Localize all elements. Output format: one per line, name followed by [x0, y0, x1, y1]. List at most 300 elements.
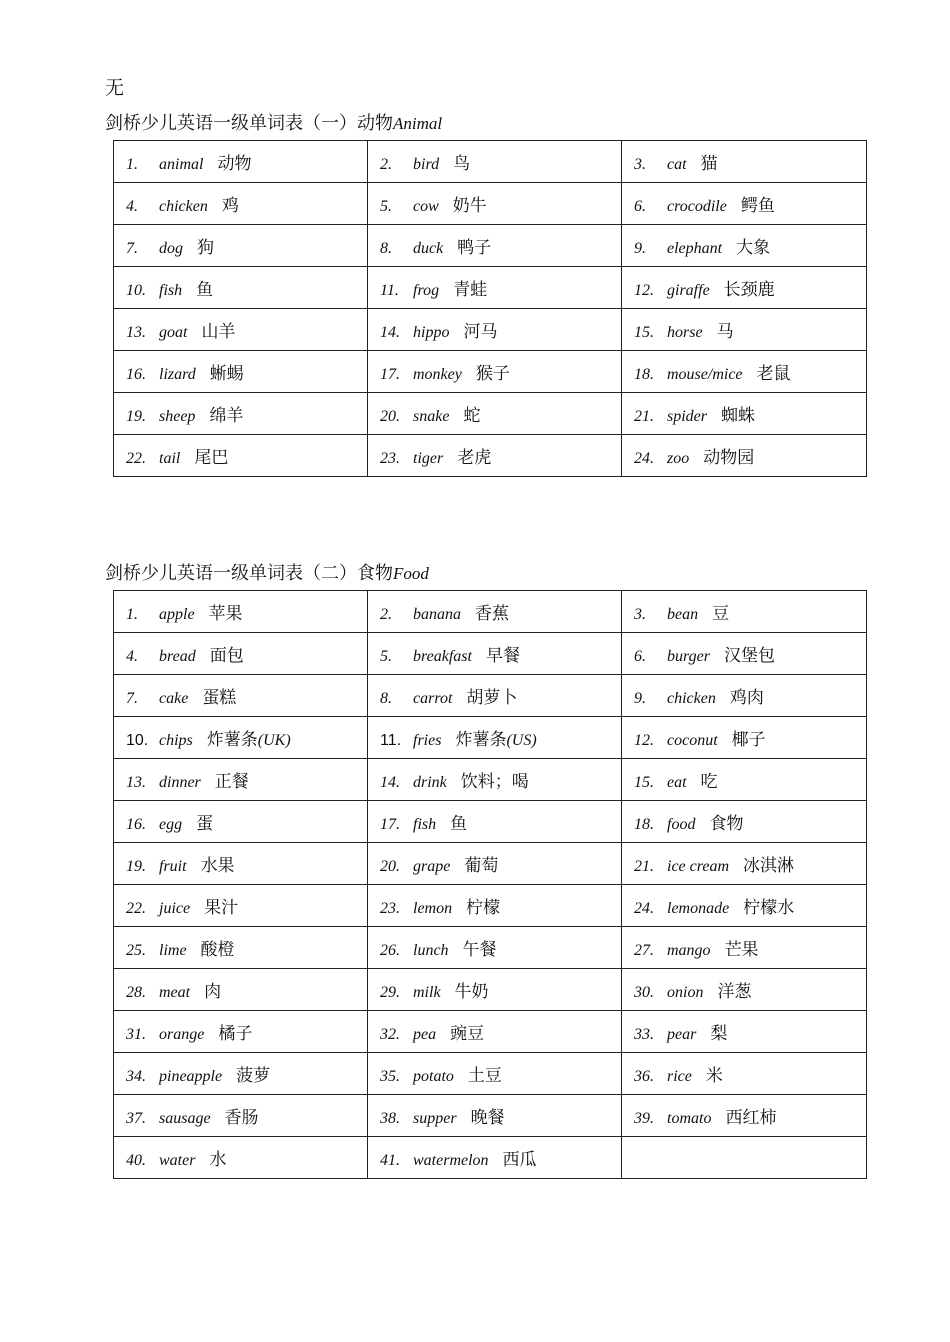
chinese-meaning-text: 青蛙 [453, 280, 488, 300]
vocab-cell [368, 267, 622, 309]
word-number: 22. [126, 900, 146, 917]
vocab-cell [114, 675, 368, 717]
chinese-meaning-text: 苹果 [208, 604, 243, 624]
chinese-meaning-text: 豆 [712, 604, 730, 624]
word-number: 17. [380, 366, 400, 383]
vocab-cell [114, 927, 368, 969]
english-word: horse [667, 324, 703, 341]
chinese-meaning [201, 322, 235, 342]
vocab-cell [622, 267, 867, 309]
vocab-cell [114, 141, 368, 183]
english-word: egg [159, 816, 183, 833]
english-word: pineapple [159, 1068, 223, 1085]
word-number: 10. [126, 282, 146, 299]
vocab-cell [368, 969, 622, 1011]
word-number: 12. [634, 282, 654, 299]
chinese-meaning [204, 898, 238, 918]
chinese-meaning-text: 吃 [700, 772, 718, 792]
english-word: orange [159, 1026, 205, 1043]
table-row [114, 801, 867, 843]
chinese-meaning-text: 鳄鱼 [740, 196, 775, 216]
english-word: burger [667, 648, 710, 665]
chinese-meaning-text: 豌豆 [450, 1024, 485, 1044]
animal-vocabulary-table [113, 140, 867, 477]
chinese-meaning [455, 982, 489, 1002]
english-word: giraffe [667, 282, 710, 299]
table-row [114, 183, 867, 225]
food-title-en: Food [393, 564, 429, 583]
chinese-meaning-text: 椰子 [731, 730, 766, 750]
table-row [114, 717, 867, 759]
chinese-meaning-text: 洋葱 [717, 982, 752, 1002]
english-word: sheep [159, 408, 196, 425]
word-number: 23. [380, 900, 400, 917]
english-word: rice [667, 1068, 692, 1085]
word-number: 20. [380, 858, 400, 875]
english-word: milk [413, 984, 441, 1001]
chinese-meaning-text: 葡萄 [464, 856, 499, 876]
word-number: 28. [126, 984, 146, 1001]
chinese-meaning [463, 406, 480, 426]
word-number: 6. [634, 198, 646, 215]
english-word: onion [667, 984, 704, 1001]
chinese-meaning [743, 856, 794, 876]
vocab-cell [622, 591, 867, 633]
chinese-meaning-text: 饮料；喝 [460, 772, 529, 792]
vocab-cell [114, 843, 368, 885]
chinese-meaning-text: 河马 [463, 322, 498, 342]
animal-title-zh: 剑桥少儿英语一级单词表（一）动物 [105, 113, 393, 134]
vocab-cell [114, 267, 368, 309]
english-word: coconut [667, 732, 718, 749]
word-number: 11. [380, 282, 399, 299]
chinese-meaning [471, 1108, 505, 1128]
chinese-meaning [725, 1108, 776, 1128]
chinese-meaning [732, 730, 766, 750]
vocab-cell [622, 1137, 867, 1179]
table-row [114, 675, 867, 717]
vocab-cell [114, 435, 368, 477]
vocab-cell [622, 183, 867, 225]
english-word: banana [413, 606, 461, 623]
word-number: 29. [380, 984, 400, 1001]
chinese-meaning-text: 香蕉 [475, 604, 509, 624]
word-number: 33. [634, 1026, 654, 1043]
chinese-meaning [464, 856, 498, 876]
chinese-meaning [463, 322, 497, 342]
chinese-meaning-text: 猫 [700, 154, 718, 174]
english-word: duck [413, 240, 444, 257]
vocab-cell [114, 591, 368, 633]
word-number: 15. [634, 774, 654, 791]
chinese-meaning-text: 狗 [197, 238, 214, 258]
chinese-meaning [706, 1066, 723, 1086]
word-number: 1. [126, 606, 138, 623]
english-word: spider [667, 408, 707, 425]
word-number: 8. [380, 690, 392, 707]
chinese-meaning-text: 香肠 [224, 1108, 259, 1128]
vocab-cell [114, 969, 368, 1011]
chinese-meaning-text: 橘子 [218, 1024, 253, 1044]
page-header: 无 [105, 77, 125, 99]
vocab-cell [114, 1053, 368, 1095]
chinese-meaning-text: 水果 [200, 856, 235, 876]
chinese-meaning [463, 940, 497, 960]
chinese-meaning-text: 鸡肉 [729, 688, 764, 708]
table-row [114, 843, 867, 885]
vocab-cell [368, 141, 622, 183]
table-row [114, 759, 867, 801]
table-row [114, 393, 867, 435]
vocab-cell [368, 843, 622, 885]
chinese-meaning-text: 午餐 [462, 940, 497, 960]
chinese-meaning [197, 238, 214, 258]
word-number: 14. [380, 774, 400, 791]
word-number: 27. [634, 942, 654, 959]
vocab-cell [368, 801, 622, 843]
vocab-cell [368, 885, 622, 927]
chinese-meaning-text: 蜘蛛 [721, 406, 755, 426]
word-number: 24. [634, 450, 654, 467]
vocab-cell [368, 717, 622, 759]
chinese-meaning [757, 364, 791, 384]
chinese-meaning-text: 鱼 [450, 814, 468, 834]
vocab-cell [622, 1011, 867, 1053]
vocab-cell [622, 141, 867, 183]
chinese-meaning [503, 1150, 537, 1170]
vocab-cell [622, 393, 867, 435]
word-number: 9. [634, 690, 646, 707]
word-number: 5. [380, 648, 392, 665]
english-word: cat [667, 156, 687, 173]
word-number: 41. [380, 1152, 400, 1169]
chinese-meaning-text: 正餐 [214, 772, 249, 792]
table-row [114, 927, 867, 969]
chinese-meaning-text: 柠檬水 [743, 898, 795, 918]
chinese-meaning [201, 856, 235, 876]
english-word: ice cream [667, 858, 730, 875]
english-word: carrot [413, 690, 453, 707]
chinese-meaning [476, 364, 510, 384]
food-title-zh: 剑桥少儿英语一级单词表（二）食物 [105, 563, 393, 584]
word-number: 19. [126, 408, 146, 425]
chinese-meaning [730, 688, 764, 708]
food-section-title [105, 562, 429, 586]
english-word: crocodile [667, 198, 727, 215]
word-number: 21. [634, 858, 654, 875]
vocab-cell [368, 309, 622, 351]
vocab-cell [368, 1011, 622, 1053]
table-row [114, 225, 867, 267]
word-number: 7. [126, 690, 138, 707]
english-word: meat [159, 984, 191, 1001]
english-word: tiger [413, 450, 444, 467]
english-word: lemon [413, 900, 453, 917]
english-word: fries [413, 732, 442, 749]
word-number: 23. [380, 450, 400, 467]
english-word: grape [413, 858, 451, 875]
chinese-meaning [743, 898, 794, 918]
word-number: 7. [126, 240, 138, 257]
chinese-meaning-text: 柠檬 [466, 898, 501, 918]
table-row [114, 885, 867, 927]
word-number: 20. [380, 408, 400, 425]
english-word: tomato [667, 1110, 712, 1127]
word-number: 4. [126, 198, 138, 215]
chinese-meaning [450, 814, 467, 834]
vocab-cell [622, 717, 867, 759]
chinese-meaning [196, 814, 213, 834]
word-number: 38. [380, 1110, 400, 1127]
chinese-meaning [468, 1066, 502, 1086]
chinese-meaning [215, 772, 249, 792]
english-word: snake [413, 408, 450, 425]
chinese-meaning [207, 730, 291, 750]
chinese-meaning [457, 238, 491, 258]
vocab-cell [114, 1011, 368, 1053]
chinese-meaning [453, 196, 487, 216]
chinese-meaning-text: 鱼 [196, 280, 214, 300]
chinese-meaning [209, 406, 243, 426]
word-number: 4. [126, 648, 138, 665]
word-number: 19. [126, 858, 146, 875]
chinese-meaning-text: 鸭子 [457, 238, 492, 258]
english-word: lizard [159, 366, 196, 383]
chinese-meaning-text: 米 [705, 1066, 723, 1086]
english-word: chicken [667, 690, 716, 707]
table-row [114, 309, 867, 351]
region-note: (US) [506, 732, 537, 749]
chinese-meaning [201, 940, 235, 960]
chinese-meaning-text: 酸橙 [200, 940, 235, 960]
vocab-cell [622, 927, 867, 969]
vocab-cell [622, 309, 867, 351]
english-word: potato [413, 1068, 454, 1085]
chinese-meaning [218, 1024, 252, 1044]
vocab-cell [368, 927, 622, 969]
chinese-meaning [217, 154, 251, 174]
word-number: 26. [380, 942, 400, 959]
chinese-meaning-text: 肉 [204, 982, 222, 1002]
vocab-cell [114, 717, 368, 759]
vocab-cell [114, 309, 368, 351]
vocab-cell [622, 801, 867, 843]
english-word: lemonade [667, 900, 730, 917]
english-word: pear [667, 1026, 697, 1043]
chinese-meaning-text: 西红柿 [725, 1108, 777, 1128]
vocab-cell [114, 801, 368, 843]
word-number: 18. [634, 816, 654, 833]
chinese-meaning [717, 322, 734, 342]
chinese-meaning [455, 730, 536, 750]
chinese-meaning [741, 196, 775, 216]
word-number: 30. [634, 984, 654, 1001]
chinese-meaning-text: 冰淇淋 [743, 856, 795, 876]
english-word: water [159, 1152, 196, 1169]
english-word: eat [667, 774, 687, 791]
word-number: 11. [380, 732, 402, 749]
vocab-cell [368, 675, 622, 717]
table-row [114, 1053, 867, 1095]
english-word: bean [667, 606, 699, 623]
chinese-meaning-text: 牛奶 [454, 982, 489, 1002]
vocab-cell [622, 675, 867, 717]
english-word: cake [159, 690, 189, 707]
food-vocabulary-table [113, 590, 867, 1179]
vocab-cell [114, 183, 368, 225]
english-word: goat [159, 324, 188, 341]
word-number: 10. [126, 732, 149, 749]
word-number: 18. [634, 366, 654, 383]
chinese-meaning [709, 814, 743, 834]
chinese-meaning [724, 646, 775, 666]
english-word: animal [159, 156, 204, 173]
vocab-cell [622, 1053, 867, 1095]
english-word: supper [413, 1110, 457, 1127]
chinese-meaning-text: 绵羊 [209, 406, 244, 426]
word-number: 2. [380, 606, 392, 623]
vocab-cell [368, 1053, 622, 1095]
chinese-meaning-text: 早餐 [485, 646, 520, 666]
chinese-meaning-text: 蛋 [196, 814, 214, 834]
chinese-meaning-text: 水 [209, 1150, 227, 1170]
chinese-meaning [210, 646, 244, 666]
chinese-meaning [736, 238, 770, 258]
chinese-meaning-text: 鸡 [221, 196, 239, 216]
word-number: 31. [126, 1026, 146, 1043]
english-word: hippo [413, 324, 450, 341]
table-row [114, 141, 867, 183]
word-number: 24. [634, 900, 654, 917]
chinese-meaning [194, 448, 228, 468]
chinese-meaning-text: 蛇 [463, 406, 481, 426]
chinese-meaning-text: 芒果 [724, 940, 759, 960]
vocab-cell [368, 393, 622, 435]
chinese-meaning [717, 982, 751, 1002]
vocab-cell [622, 225, 867, 267]
chinese-meaning [236, 1066, 270, 1086]
english-word: fruit [159, 858, 187, 875]
chinese-meaning [466, 688, 517, 708]
word-number: 9. [634, 240, 646, 257]
vocab-cell [114, 225, 368, 267]
chinese-meaning-text: 山羊 [201, 322, 236, 342]
chinese-meaning [461, 772, 529, 792]
chinese-meaning-text: 猴子 [475, 364, 510, 384]
english-word: mouse/mice [667, 366, 743, 383]
word-number: 22. [126, 450, 146, 467]
chinese-meaning [710, 1024, 727, 1044]
table-row [114, 1137, 867, 1179]
chinese-meaning-text: 尾巴 [194, 448, 229, 468]
english-word: drink [413, 774, 447, 791]
english-word: watermelon [413, 1152, 489, 1169]
chinese-meaning [209, 1150, 226, 1170]
chinese-meaning-text: 炸薯条 [206, 730, 258, 750]
vocab-cell [114, 633, 368, 675]
chinese-meaning [222, 196, 239, 216]
english-word: pea [413, 1026, 437, 1043]
word-number: 34. [126, 1068, 146, 1085]
vocab-cell [368, 759, 622, 801]
vocab-cell [622, 633, 867, 675]
chinese-meaning [701, 772, 718, 792]
vocab-cell [114, 885, 368, 927]
vocab-cell [368, 633, 622, 675]
english-word: dog [159, 240, 183, 257]
word-number: 40. [126, 1152, 146, 1169]
word-number: 14. [380, 324, 400, 341]
chinese-meaning-text: 长颈鹿 [723, 280, 775, 300]
english-word: fish [413, 816, 437, 833]
chinese-meaning-text: 老虎 [457, 448, 492, 468]
vocab-cell [368, 225, 622, 267]
chinese-meaning [210, 364, 244, 384]
vocab-cell [368, 183, 622, 225]
word-number: 35. [380, 1068, 400, 1085]
table-row [114, 969, 867, 1011]
chinese-meaning-text: 食物 [709, 814, 744, 834]
chinese-meaning-text: 果汁 [204, 898, 239, 918]
vocab-cell [368, 1095, 622, 1137]
vocab-cell [622, 435, 867, 477]
chinese-meaning [721, 406, 755, 426]
table-row [114, 591, 867, 633]
vocab-cell [622, 969, 867, 1011]
vocab-cell [114, 759, 368, 801]
chinese-meaning [225, 1108, 259, 1128]
chinese-meaning [475, 604, 509, 624]
chinese-meaning [703, 448, 754, 468]
chinese-meaning [453, 280, 487, 300]
english-word: breakfast [413, 648, 472, 665]
chinese-meaning [701, 154, 718, 174]
word-number: 17. [380, 816, 400, 833]
english-word: food [667, 816, 696, 833]
chinese-meaning-text: 动物园 [703, 448, 755, 468]
chinese-meaning [724, 280, 775, 300]
word-number: 15. [634, 324, 654, 341]
vocab-cell [114, 1095, 368, 1137]
table-row [114, 435, 867, 477]
chinese-meaning-text: 菠萝 [236, 1066, 271, 1086]
vocab-cell [368, 1137, 622, 1179]
chinese-meaning [202, 688, 236, 708]
vocab-cell [114, 351, 368, 393]
word-number: 12. [634, 732, 654, 749]
vocab-cell [368, 351, 622, 393]
chinese-meaning-text: 土豆 [467, 1066, 502, 1086]
vocab-cell [368, 435, 622, 477]
word-number: 8. [380, 240, 392, 257]
vocab-cell [114, 1137, 368, 1179]
word-number: 3. [634, 606, 646, 623]
chinese-meaning [725, 940, 759, 960]
chinese-meaning [453, 154, 470, 174]
word-number: 13. [126, 324, 146, 341]
english-word: apple [159, 606, 195, 623]
vocab-cell [622, 1095, 867, 1137]
english-word: elephant [667, 240, 723, 257]
chinese-meaning [209, 604, 243, 624]
word-number: 32. [380, 1026, 400, 1043]
word-number: 39. [634, 1110, 654, 1127]
chinese-meaning-text: 汉堡包 [723, 646, 775, 666]
english-word: fish [159, 282, 183, 299]
chinese-meaning [712, 604, 729, 624]
chinese-meaning-text: 马 [716, 322, 734, 342]
english-word: bird [413, 156, 440, 173]
